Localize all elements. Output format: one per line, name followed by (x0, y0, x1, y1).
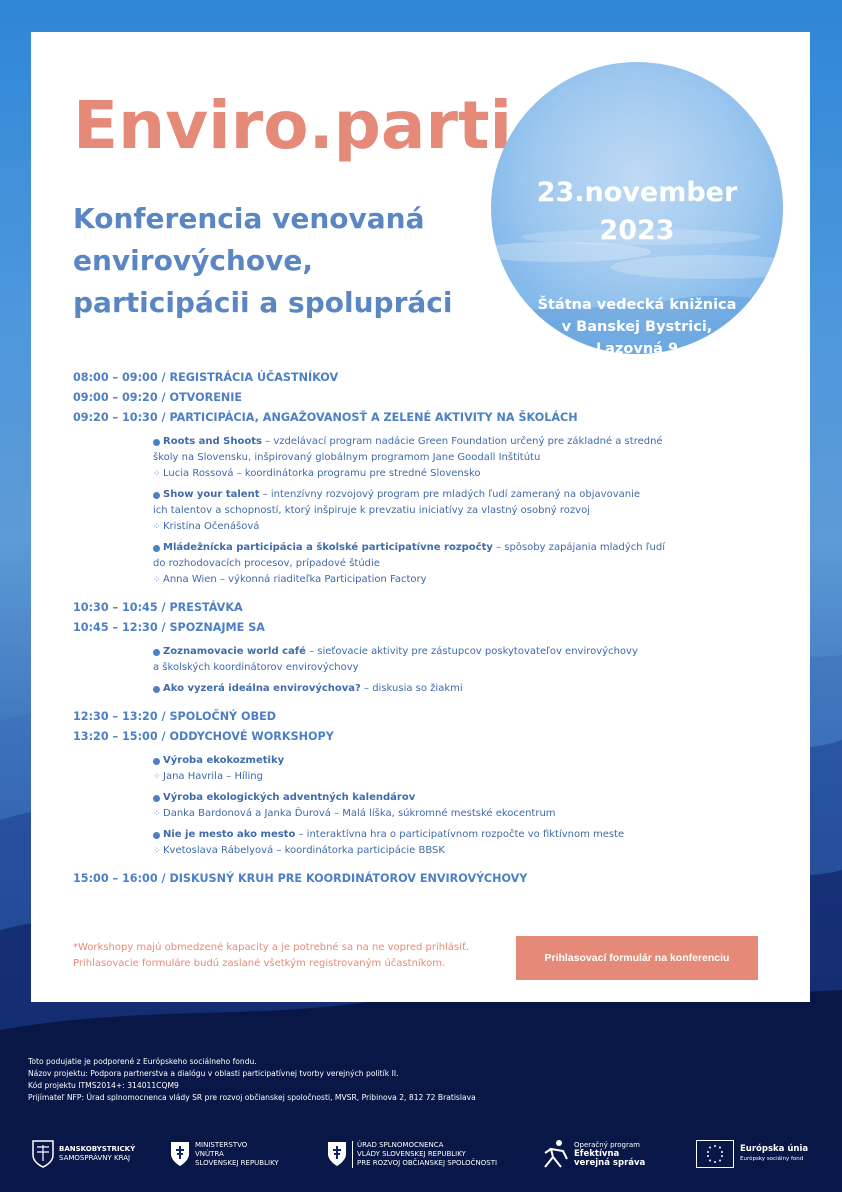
bullet-icon (153, 686, 160, 693)
item-description: – diskusia so žiakmi (360, 683, 463, 694)
speaker: Danka Bardonová a Janka Ďurová – Malá líška, súkromné mestské ekocentrum (163, 808, 556, 819)
speaker: Lucia Rossová – koordinátorka programu pre stredné Slovensko (163, 468, 481, 479)
event-title: Enviro.parti (73, 87, 513, 164)
speaker: Jana Havrila – Híling (163, 771, 263, 782)
logo-text: BANSKOBYSTRICKÝ (59, 1145, 136, 1153)
event-subtitle (73, 198, 473, 324)
item-description-cont: a školských koordinátorov envirovýchovy (153, 662, 359, 673)
workshop-item (153, 790, 773, 822)
eu-flag-icon (696, 1140, 734, 1168)
program-item (153, 540, 773, 588)
item-title: Zoznamovacie world café (163, 646, 306, 657)
logo-text: Operačný program (574, 1140, 640, 1149)
speaker-icon: ⁘ (153, 575, 161, 585)
item-title: Ako vyzerá ideálna envirovýchova? (163, 683, 361, 694)
schedule-block-1: 09:20 – 10:30 / PARTICIPÁCIA, ANGAŽOVANOSŤ A ZELENÉ AKTIVITY NA ŠKOLÁCH (73, 411, 578, 424)
speaker: Anna Wien – výkonná riaditeľka Participation Factory (163, 574, 427, 585)
bullet-icon (153, 545, 160, 552)
figure-icon (541, 1137, 571, 1171)
event-date (491, 174, 783, 250)
item-description: – intenzívny rozvojový program pre mladých ľudí zameraný na objavovanie (259, 489, 641, 500)
logo-text: VNÚTRA (195, 1149, 224, 1158)
partner-logos (28, 1134, 818, 1174)
place-line: Štátna vedecká knižnica (537, 297, 737, 313)
logo-text: verejná správa (574, 1157, 646, 1168)
registration-form-button[interactable]: Prihlasovací formulár na konferenciu (516, 936, 758, 980)
slovak-shield-icon (170, 1141, 190, 1167)
coat-of-arms-icon (31, 1139, 55, 1169)
workshop-item (153, 827, 773, 859)
logo-text: SAMOSPRÁVNY KRAJ (59, 1154, 131, 1162)
date-line: 23.november (536, 177, 738, 208)
place-line: v Banskej Bystrici, (561, 319, 713, 335)
speaker-icon: ⁘ (153, 469, 161, 479)
bullet-icon (153, 439, 160, 446)
speaker-icon: ⁘ (153, 522, 161, 532)
speaker: Kristína Očenášová (163, 521, 260, 532)
workshop-item (153, 753, 773, 785)
bullet-icon (153, 492, 160, 499)
eu-logo (696, 1134, 808, 1174)
program-item (153, 681, 773, 697)
item-title: Výroba ekologických adventných kalendárov (163, 792, 416, 803)
bullet-icon (153, 758, 160, 765)
program-item (153, 644, 773, 676)
operational-program-logo (541, 1134, 645, 1174)
slovak-shield-icon (327, 1141, 347, 1167)
block-2-items (153, 644, 773, 697)
logo-text: MINISTERSTVO (195, 1140, 248, 1149)
funding-line: Kód projektu ITMS2014+: 314011CQM9 (28, 1081, 179, 1090)
speaker-icon: ⁘ (153, 772, 161, 782)
year-line: 2023 (599, 215, 675, 246)
notice-line: *Workshopy majú obmedzené kapacity a je potrebné sa na ne vopred prihlásiť. (73, 942, 470, 953)
item-description-cont: školy na Slovensku, inšpirovaný globálnym programom Jane Goodall Inštitútu (153, 452, 541, 463)
item-title: Mládežnícka participácia a školské participatívne rozpočty (163, 542, 493, 553)
funding-info (28, 1056, 728, 1104)
item-title: Výroba ekokozmetiky (163, 755, 285, 766)
item-title: Show your talent (163, 489, 260, 500)
subtitle-line: Konferencia venovaná (73, 202, 425, 235)
logo-text: VLÁDY SLOVENSKEJ REPUBLIKY (357, 1149, 466, 1158)
program-item (153, 434, 773, 482)
schedule-registration: 08:00 – 09:00 / REGISTRÁCIA ÚČASTNÍKOV (73, 371, 339, 384)
schedule-final: 15:00 – 16:00 / DISKUSNÝ KRUH PRE KOORDINÁTOROV ENVIROVÝCHOVY (73, 872, 528, 885)
date-place-circle (491, 62, 783, 354)
schedule-opening: 09:00 – 09:20 / OTVORENIE (73, 391, 243, 404)
item-description: – sieťovacie aktivity pre zástupcov poskytovateľov envirovýchovy (305, 646, 638, 657)
subtitle-line: envirovýchove, (73, 244, 313, 277)
item-description: – vzdelávací program nadácie Green Foundation určený pre základné a stredné (261, 436, 663, 447)
funding-line: Toto podujatie je podporené z Európskeho sociálneho fondu. (28, 1057, 257, 1066)
item-title: Nie je mesto ako mesto (163, 829, 296, 840)
speaker: Kvetoslava Rábelyová – koordinátorka participácie BBSK (163, 845, 445, 856)
block-3-items (153, 753, 773, 859)
logo-text: ÚRAD SPLNOMOCNENCA (357, 1140, 444, 1149)
item-description-cont: do rozhodovacích procesov, prípadové štúdie (153, 558, 380, 569)
logo-text: PRE ROZVOJ OBČIANSKEJ SPOLOČNOSTI (357, 1158, 498, 1167)
logo-text: Efektívna (574, 1148, 620, 1159)
event-place (491, 294, 783, 354)
schedule-block-2: 10:45 – 12:30 / SPOZNAJME SA (73, 621, 265, 634)
logo-text: Európsky sociálny fond (740, 1155, 804, 1162)
funding-line: Prijímateľ NFP: Úrad splnomocnenca vlády SR pre rozvoj občianskej spoločnosti, MVSR, Pribinova 2, 812 72 Bratislava (28, 1093, 476, 1102)
program-schedule (73, 368, 773, 889)
ministry-logo (170, 1134, 279, 1174)
item-description-cont: ich talentov a schopností, ktorý inšpiruje k prevzatiu iniciatívy za vlastný osobný rozvoj (153, 505, 590, 516)
subtitle-line: participácii a spolupráci (73, 286, 453, 319)
item-description: – spôsoby zapájania mladých ľudí (492, 542, 666, 553)
funding-line: Názov projektu: Podpora partnerstva a dialógu v oblasti participatívnej tvorby verejných politík II. (28, 1069, 399, 1078)
block-1-items (153, 434, 773, 588)
item-title: Roots and Shoots (163, 436, 262, 447)
item-description: – interaktívna hra o participatívnom rozpočte vo fiktívnom meste (295, 829, 625, 840)
workshop-notice (73, 940, 513, 972)
schedule-break: 10:30 – 10:45 / PRESTÁVKA (73, 601, 243, 614)
logo-text: Európska únia (740, 1143, 809, 1154)
bbsk-logo (31, 1134, 135, 1174)
poster-card (31, 32, 810, 1002)
bullet-icon (153, 832, 160, 839)
notice-line: Prihlasovacie formuláre budú zaslané všetkým registrovaným účastníkom. (73, 958, 446, 969)
bullet-icon (153, 649, 160, 656)
schedule-block-3: 13:20 – 15:00 / ODDYCHOVÉ WORKSHOPY (73, 730, 334, 743)
speaker-icon: ⁘ (153, 809, 161, 819)
schedule-lunch: 12:30 – 13:20 / SPOLOČNÝ OBED (73, 710, 277, 723)
program-item (153, 487, 773, 535)
bullet-icon (153, 795, 160, 802)
uspros-logo (327, 1134, 497, 1174)
speaker-icon: ⁘ (153, 846, 161, 856)
place-line: Lazovná 9 (595, 341, 679, 354)
logo-text: SLOVENSKEJ REPUBLIKY (195, 1158, 279, 1167)
